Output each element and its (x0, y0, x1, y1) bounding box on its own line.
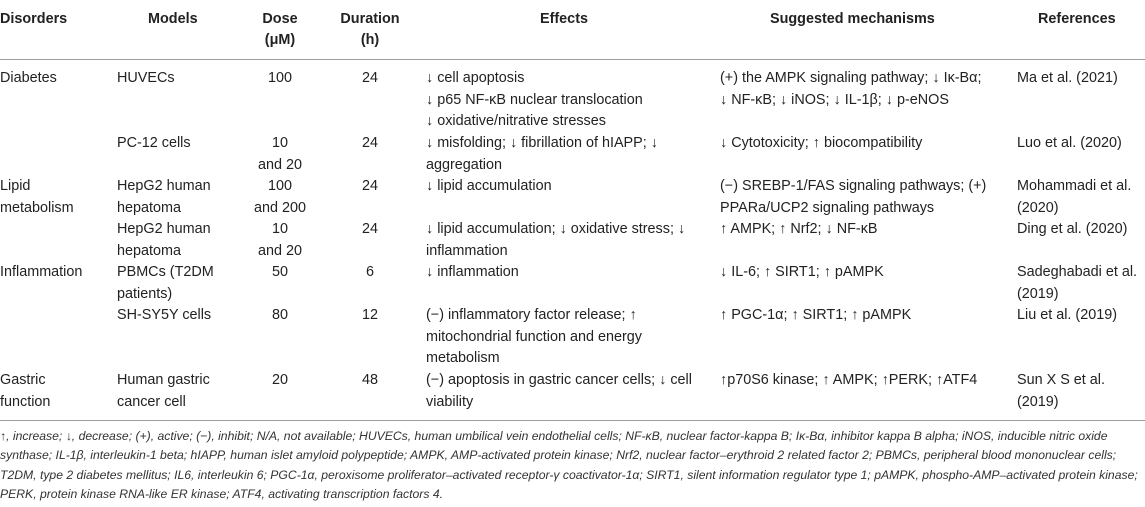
row-7-effects: (−) apoptosis in gastric cancer cells; ↓ cell viability (426, 372, 692, 410)
row-6-dose: 80 (271, 307, 288, 323)
row-3-reference: Mohammadi et al. (2020) (1017, 178, 1132, 216)
row-1-effects: ↓ cell apoptosis ↓ p65 NF-κB nuclear translocation ↓ oxidative/nitrative stresses (426, 70, 643, 129)
table-bottom-rule (0, 420, 1145, 421)
table-footnote: ↑, increase; ↓, decrease; (+), active; (−), inhibit; N/A, not available; HUVECs, human umbilical vein endothelial cells; NF-κB, nuclear factor-kappa B; Iκ-Bα, inhibitor kappa B alpha; iNOS, inducible nitric oxide synthase; IL-1β, interleukin-1 beta; hIAPP, human islet amyloid polypeptide; AMPK, AMP-activated protein kinase; Nrf2, nuclear factor–erythroid 2 related factor 2; PBMCs, peripheral blood mononuclear cells; T2DM, type 2 diabetes mellitus; IL6, interleukin 6; PGC-1α, peroxisome proliferator–activated receptor-γ coactivator-1α; SIRT1, silent information regulator type 1; pAMPK, phospho-AMP–activated protein kinase; PERK, protein kinase RNA-like ER kinase; ATF4, activating transcription factors 4. (0, 429, 1138, 501)
row-2-effects: ↓ misfolding; ↓ fibrillation of hIAPP; ↓ aggregation (426, 135, 658, 173)
row-4-duration: 24 (361, 221, 378, 237)
row-1-reference: Ma et al. (2021) (1017, 70, 1118, 86)
row-3-effects: ↓ lipid accumulation (426, 178, 552, 194)
row-3-dose: 100 and 200 (253, 178, 307, 216)
row-2-reference: Luo et al. (2020) (1017, 135, 1122, 151)
row-3-disorder: Lipid metabolism (0, 178, 74, 216)
row-5-effects: ↓ inflammation (426, 264, 519, 280)
row-7-mechanisms: ↑p70S6 kinase; ↑ AMPK; ↑PERK; ↑ATF4 (720, 372, 978, 388)
row-5-mechanisms: ↓ IL-6; ↑ SIRT1; ↑ pAMPK (720, 264, 884, 280)
row-2-dose: 10 and 20 (257, 135, 302, 173)
row-3-model: HepG2 human hepatoma (117, 178, 211, 216)
row-4-mechanisms: ↑ AMPK; ↑ Nrf2; ↓ NF-κB (720, 221, 878, 237)
row-5-reference: Sadeghabadi et al. (2019) (1017, 264, 1138, 302)
row-6-effects: (−) inflammatory factor release; ↑ mitochondrial function and energy metabolism (426, 307, 642, 366)
row-7-dose: 20 (271, 372, 288, 388)
row-6-mechanisms: ↑ PGC-1α; ↑ SIRT1; ↑ pAMPK (720, 307, 912, 323)
header-references: References (1038, 11, 1116, 27)
row-7-reference: Sun X S et al. (2019) (1017, 372, 1105, 410)
row-4-model: HepG2 human hepatoma (117, 221, 211, 259)
header-duration: Duration (h) (340, 11, 400, 48)
header-dose: Dose (μM) (262, 11, 298, 48)
row-3-duration: 24 (361, 178, 378, 194)
row-5-disorder: Inflammation (0, 264, 83, 280)
row-7-model: Human gastric cancer cell (117, 372, 210, 410)
row-5-duration: 6 (365, 264, 374, 280)
row-2-duration: 24 (361, 135, 378, 151)
row-2-model: PC-12 cells (117, 135, 191, 151)
row-4-dose: 10 and 20 (257, 221, 302, 259)
row-1-duration: 24 (361, 70, 378, 86)
row-2-mechanisms: ↓ Cytotoxicity; ↑ biocompatibility (720, 135, 923, 151)
row-6-duration: 12 (361, 307, 378, 323)
header-mechanisms: Suggested mechanisms (770, 11, 935, 27)
row-1-model: HUVECs (117, 70, 175, 86)
row-7-disorder: Gastric function (0, 372, 51, 410)
row-5-model: PBMCs (T2DM patients) (117, 264, 214, 302)
row-7-duration: 48 (361, 372, 378, 388)
row-4-reference: Ding et al. (2020) (1017, 221, 1128, 237)
header-disorders: Disorders (0, 11, 68, 27)
row-3-mechanisms: (−) SREBP-1/FAS signaling pathways; (+) PPARa/UCP2 signaling pathways (720, 178, 987, 216)
row-6-model: SH-SY5Y cells (117, 307, 212, 323)
header-bottom-rule (0, 59, 1145, 60)
row-1-mechanisms: (+) the AMPK signaling pathway; ↓ Iκ-Bα; ↓ NF-κB; ↓ iNOS; ↓ IL-1β; ↓ p-eNOS (720, 70, 982, 108)
row-6-reference: Liu et al. (2019) (1017, 307, 1117, 323)
header-effects: Effects (540, 11, 588, 27)
header-models: Models (148, 11, 198, 27)
row-1-dose: 100 (267, 70, 292, 86)
row-5-dose: 50 (271, 264, 288, 280)
row-1-disorder: Diabetes (0, 70, 57, 86)
row-4-effects: ↓ lipid accumulation; ↓ oxidative stress; ↓ inflammation (426, 221, 686, 259)
